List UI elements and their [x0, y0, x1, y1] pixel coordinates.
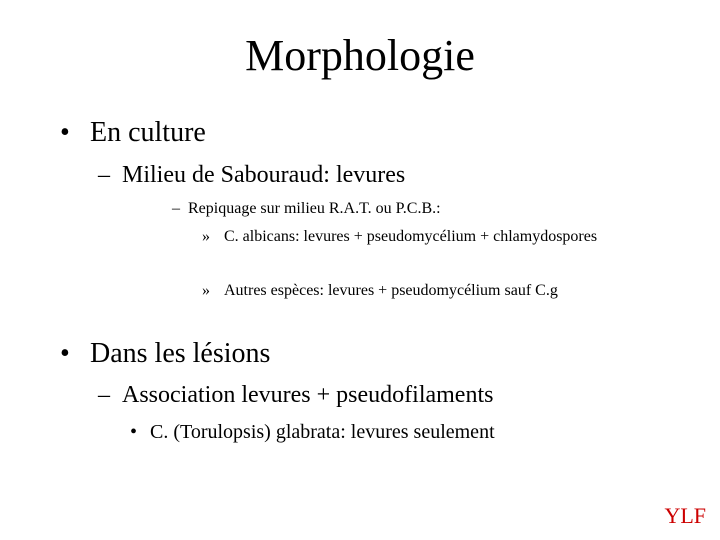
- bullet-en-culture: [60, 116, 206, 150]
- subitem-autres: [202, 280, 644, 302]
- bullet-marker: •: [60, 117, 70, 148]
- subitem-repiquage: [172, 198, 441, 220]
- bullet-text: En culture: [90, 117, 206, 148]
- subitem-text: Association levures + pseudofilaments: [122, 382, 494, 408]
- dash-marker: –: [98, 162, 110, 188]
- subitem-text: Repiquage sur milieu R.A.T. ou P.C.B.:: [188, 200, 441, 217]
- subitem-albicans: [202, 226, 604, 248]
- subitem-text: Milieu de Sabouraud: levures: [122, 162, 406, 188]
- raquo-marker: »: [202, 228, 210, 245]
- dash-marker: –: [172, 200, 180, 217]
- footer-initials: YLF: [664, 503, 706, 528]
- subitem-glabrata: [130, 419, 495, 445]
- bullet-marker: •: [60, 338, 70, 369]
- bullet-dans-les-lesions: [60, 337, 270, 371]
- subitem-text: C. (Torulopsis) glabrata: levures seulement: [150, 421, 495, 443]
- bullet-text: Dans les lésions: [90, 338, 271, 369]
- subitem-text: Autres espèces: levures + pseudomycélium sauf C.g: [224, 282, 558, 299]
- slide-title: Morphologie: [245, 31, 475, 80]
- raquo-marker: »: [202, 282, 210, 299]
- subitem-association: [98, 380, 493, 410]
- subitem-sabouraud: [98, 160, 405, 190]
- subitem-text: C. albicans: levures + pseudomycélium + chlamydospores: [224, 228, 598, 245]
- bullet-marker: •: [130, 421, 138, 443]
- dash-marker: –: [98, 382, 110, 408]
